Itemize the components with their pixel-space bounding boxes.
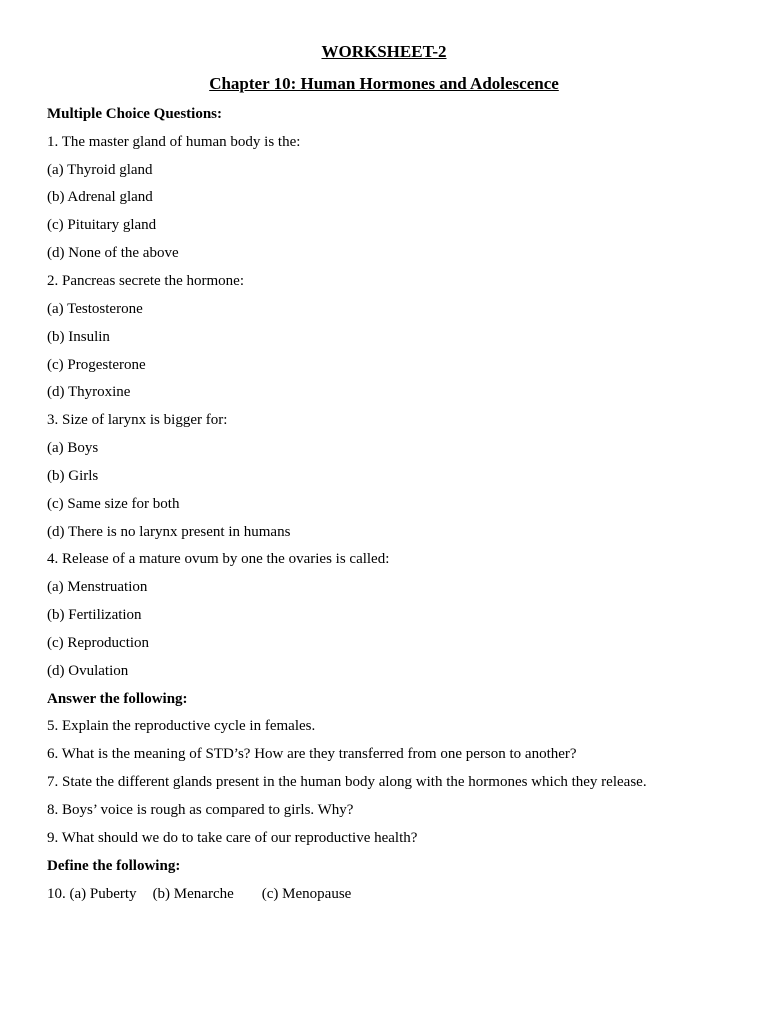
option-text: (b) Adrenal gland [47, 189, 153, 205]
question-text: 6. What is the meaning of STD’s? How are they transferred from one person to another? [47, 746, 577, 762]
option-text: (b) Girls [47, 468, 99, 484]
worksheet-title: WORKSHEET-2 [321, 42, 447, 61]
option-text: (a) Thyroid gland [47, 162, 153, 178]
question-text: 4. Release of a mature ovum by one the ovaries is called: [47, 551, 390, 567]
question-text: 2. Pancreas secrete the hormone: [47, 273, 244, 289]
option-text: (a) Testosterone [47, 301, 143, 317]
question-text: 7. State the different glands present in the human body along with the hormones which they release. [47, 774, 647, 790]
option-text: (d) There is no larynx present in humans [47, 524, 291, 540]
question-text: 9. What should we do to take care of our reproductive health? [47, 830, 418, 846]
define-heading: Define the following: [47, 858, 181, 874]
define-item: 10. (a) Puberty [47, 886, 137, 902]
option-text: (d) None of the above [47, 245, 179, 261]
option-text: (c) Same size for both [47, 496, 180, 512]
option-text: (d) Thyroxine [47, 384, 131, 400]
option-text: (b) Fertilization [47, 607, 142, 623]
answer-heading: Answer the following: [47, 691, 188, 707]
option-text: (a) Menstruation [47, 579, 148, 595]
mcq-heading: Multiple Choice Questions: [47, 106, 222, 122]
option-text: (c) Pituitary gland [47, 217, 157, 233]
question-text: 5. Explain the reproductive cycle in females. [47, 718, 316, 734]
option-text: (d) Ovulation [47, 663, 129, 679]
option-text: (a) Boys [47, 440, 99, 456]
option-text: (c) Reproduction [47, 635, 150, 651]
question-text: 1. The master gland of human body is the: [47, 134, 301, 150]
option-text: (c) Progesterone [47, 357, 146, 373]
define-row [47, 885, 351, 903]
chapter-title: Chapter 10: Human Hormones and Adolescence [209, 74, 559, 93]
question-text: 8. Boys’ voice is rough as compared to girls. Why? [47, 802, 354, 818]
define-item: (c) Menopause [261, 886, 352, 902]
option-text: (b) Insulin [47, 329, 110, 345]
question-text: 3. Size of larynx is bigger for: [47, 412, 228, 428]
define-item: (b) Menarche [152, 886, 234, 902]
